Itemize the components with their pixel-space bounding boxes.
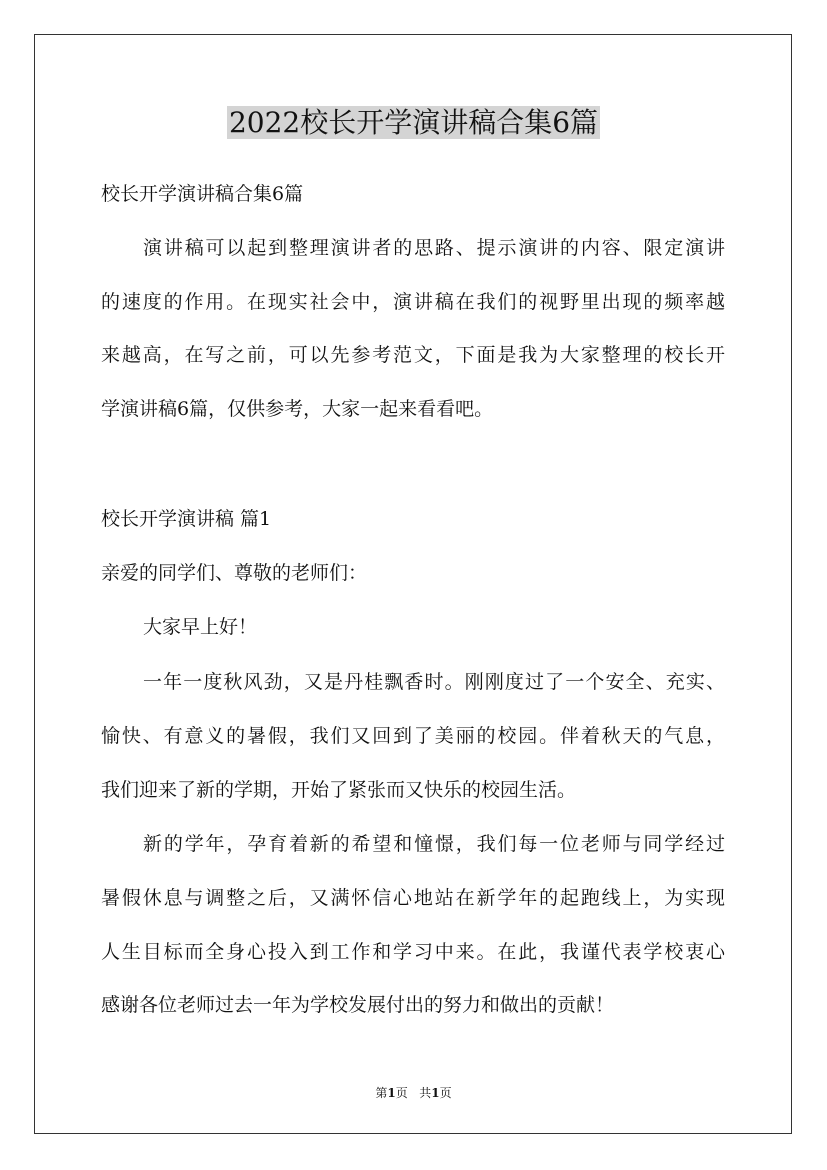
section-heading: 校长开学演讲稿 篇1 [101,508,272,530]
intro-line-3: 来越高，在写之前，可以先参考范文，下面是我为大家整理的校长开 [101,344,725,366]
paragraph2-line-3: 人生目标而全身心投入到工作和学习中来。在此，我谨代表学校衷心 [101,941,725,963]
total-pages: 1 [431,1086,440,1100]
paragraph1-line-2: 愉快、有意义的暑假，我们又回到了美丽的校园。伴着秋天的气息， [101,725,725,747]
paragraph2-line-2: 暑假休息与调整之后，又满怀信心地站在新学年的起跑线上，为实现 [101,887,725,909]
document-subtitle: 校长开学演讲稿合集6篇 [101,183,304,205]
intro-line-2: 的速度的作用。在现实社会中，演讲稿在我们的视野里出现的频率越 [101,291,725,313]
page-number: 1 [387,1086,396,1100]
document-title [0,101,827,145]
page-prefix: 第 [375,1086,388,1100]
paragraph2-line-4: 感谢各位老师过去一年为学校发展付出的努力和做出的贡献！ [101,994,615,1016]
paragraph2-line-1: 新的学年，孕育着新的希望和憧憬，我们每一位老师与同学经过 [143,833,725,855]
total-prefix: 共 [419,1086,432,1100]
page-suffix: 页 [395,1086,408,1100]
total-suffix: 页 [439,1086,452,1100]
page-footer [0,1085,827,1101]
document-title-text: 2022校长开学演讲稿合集6篇 [228,106,599,139]
paragraph1-line-1: 一年一度秋风劲，又是丹桂飘香时。刚刚度过了一个安全、充实、 [143,671,725,693]
intro-line-1: 演讲稿可以起到整理演讲者的思路、提示演讲的内容、限定演讲 [143,237,725,259]
salutation: 亲爱的同学们、尊敬的老师们： [101,562,368,584]
paragraph1-line-3: 我们迎来了新的学期，开始了紧张而又快乐的校园生活。 [101,779,577,801]
greeting: 大家早上好！ [143,616,258,638]
intro-line-4: 学演讲稿6篇，仅供参考，大家一起来看看吧。 [101,398,494,420]
